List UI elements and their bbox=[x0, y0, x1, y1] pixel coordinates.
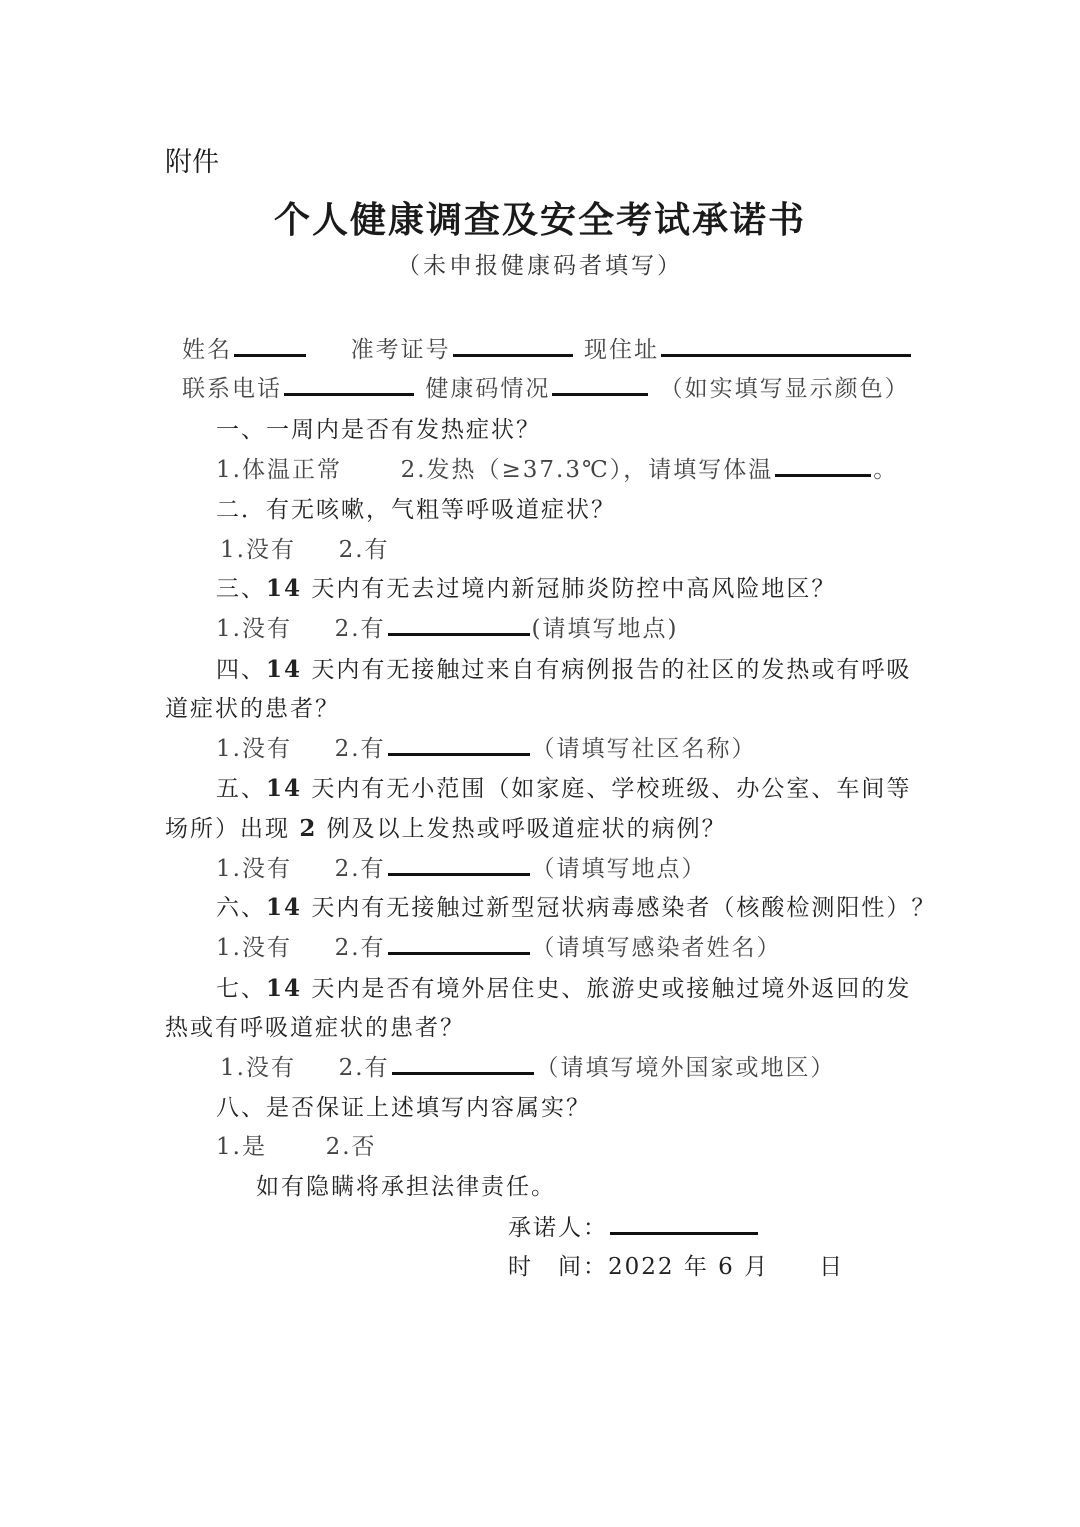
q5-text-b2: 例及以上发热或呼吸道症状的病例？ bbox=[326, 816, 727, 842]
question-7-line-1 bbox=[216, 970, 911, 1003]
q3-prefix: 三、 bbox=[216, 576, 266, 602]
question-2: 二．有无咳嗽，气粗等呼吸道症状？ bbox=[216, 497, 616, 523]
q4-note: （请填写社区名称） bbox=[531, 736, 757, 762]
q3-days: 14 bbox=[266, 575, 303, 602]
q6-text: 天内有无接触过新型冠状病毒感染者（核酸检测阳性）？ bbox=[311, 895, 937, 921]
q5-prefix: 五、 bbox=[216, 776, 266, 802]
question-8-options bbox=[216, 1128, 377, 1161]
q3-option-2[interactable]: 2.有 bbox=[334, 616, 386, 642]
q6-days: 14 bbox=[266, 894, 303, 921]
name-label: 姓名 bbox=[182, 337, 232, 363]
q5-text-b1: 场所）出现 bbox=[165, 816, 290, 842]
question-5-options bbox=[216, 850, 707, 883]
question-7-line-2: 热或有呼吸道症状的患者？ bbox=[165, 1015, 465, 1041]
q8-option-2[interactable]: 2.否 bbox=[325, 1134, 377, 1160]
name-field[interactable] bbox=[234, 336, 306, 357]
q7-text-a: 天内是否有境外居住史、旅游史或接触过境外返回的发 bbox=[311, 976, 912, 1002]
q4-prefix: 四、 bbox=[216, 657, 266, 683]
document-subtitle: （未申报健康码者填写） bbox=[397, 253, 683, 279]
q5-location-field[interactable] bbox=[388, 855, 530, 876]
q7-country-field[interactable] bbox=[392, 1054, 534, 1075]
health-code-note: （如实填写显示颜色） bbox=[659, 376, 910, 402]
q7-prefix: 七、 bbox=[216, 976, 266, 1002]
ticket-number-field[interactable] bbox=[453, 336, 573, 357]
q5-count: 2 bbox=[299, 815, 318, 842]
question-2-options bbox=[220, 531, 390, 564]
document-title: 个人健康调查及安全考试承诺书 bbox=[273, 199, 806, 241]
question-8: 八、是否保证上述填写内容属实？ bbox=[216, 1095, 591, 1121]
personal-info-row-2 bbox=[182, 370, 910, 403]
question-3 bbox=[216, 570, 836, 603]
q4-option-2[interactable]: 2.有 bbox=[334, 736, 386, 762]
q7-note: （请填写境外国家或地区） bbox=[535, 1055, 836, 1081]
question-5-line-1 bbox=[216, 770, 911, 803]
ticket-label: 准考证号 bbox=[350, 337, 451, 363]
question-5-line-2 bbox=[165, 810, 727, 843]
question-4-line-2: 道症状的患者？ bbox=[165, 696, 340, 722]
address-label: 现住址 bbox=[583, 337, 659, 363]
question-7-options bbox=[220, 1049, 836, 1082]
q5-note: （请填写地点） bbox=[531, 856, 707, 882]
signer-field[interactable] bbox=[610, 1214, 758, 1235]
q4-days: 14 bbox=[266, 656, 303, 683]
signer-label: 承诺人： bbox=[508, 1215, 608, 1241]
q3-option-1[interactable]: 1.没有 bbox=[216, 616, 292, 642]
q3-text: 天内有无去过境内新冠肺炎防控中高风险地区？ bbox=[311, 576, 837, 602]
date-row: 时 间：2022 年 6 月 日 bbox=[508, 1254, 845, 1280]
q6-option-2[interactable]: 2.有 bbox=[334, 935, 386, 961]
q2-option-1[interactable]: 1.没有 bbox=[220, 537, 296, 563]
phone-label: 联系电话 bbox=[182, 376, 282, 402]
q5-option-2[interactable]: 2.有 bbox=[334, 856, 386, 882]
q5-text-a: 天内有无小范围（如家庭、学校班级、办公室、车间等 bbox=[311, 776, 912, 802]
q1-option-1[interactable]: 1.体温正常 bbox=[216, 457, 342, 483]
signer-row bbox=[508, 1209, 760, 1242]
question-4-options bbox=[216, 730, 757, 763]
address-field[interactable] bbox=[661, 336, 911, 357]
phone-field[interactable] bbox=[284, 375, 414, 396]
temperature-field[interactable] bbox=[775, 456, 871, 477]
q6-note: （请填写感染者姓名） bbox=[531, 935, 782, 961]
q6-prefix: 六、 bbox=[216, 895, 266, 921]
q3-note: (请填写地点) bbox=[531, 616, 679, 642]
q8-option-1[interactable]: 1.是 bbox=[216, 1134, 267, 1160]
attachment-label: 附件 bbox=[165, 147, 219, 178]
q4-community-field[interactable] bbox=[388, 735, 530, 756]
question-4-line-1 bbox=[216, 651, 911, 684]
q1-end: 。 bbox=[873, 457, 899, 483]
q3-location-field[interactable] bbox=[388, 615, 530, 636]
q7-option-1[interactable]: 1.没有 bbox=[220, 1055, 296, 1081]
q7-option-2[interactable]: 2.有 bbox=[338, 1055, 390, 1081]
q2-option-2[interactable]: 2.有 bbox=[338, 537, 390, 563]
question-3-options bbox=[216, 610, 678, 643]
q5-days: 14 bbox=[266, 775, 303, 802]
question-6 bbox=[216, 889, 936, 922]
q6-option-1[interactable]: 1.没有 bbox=[216, 935, 292, 961]
question-1-options bbox=[216, 451, 898, 484]
q6-name-field[interactable] bbox=[388, 934, 530, 955]
q4-text-a: 天内有无接触过来自有病例报告的社区的发热或有呼吸 bbox=[311, 657, 912, 683]
question-1: 一、一周内是否有发热症状？ bbox=[216, 417, 541, 443]
q7-days: 14 bbox=[266, 975, 303, 1002]
q5-option-1[interactable]: 1.没有 bbox=[216, 856, 292, 882]
health-code-label: 健康码情况 bbox=[425, 376, 551, 402]
question-6-options bbox=[216, 929, 782, 962]
personal-info-row-1 bbox=[182, 331, 913, 364]
health-code-field[interactable] bbox=[552, 375, 648, 396]
q1-option-2[interactable]: 2.发热（≥37.3℃），请填写体温 bbox=[400, 457, 774, 483]
legal-warning: 如有隐瞒将承担法律责任。 bbox=[256, 1174, 556, 1200]
q4-option-1[interactable]: 1.没有 bbox=[216, 736, 292, 762]
